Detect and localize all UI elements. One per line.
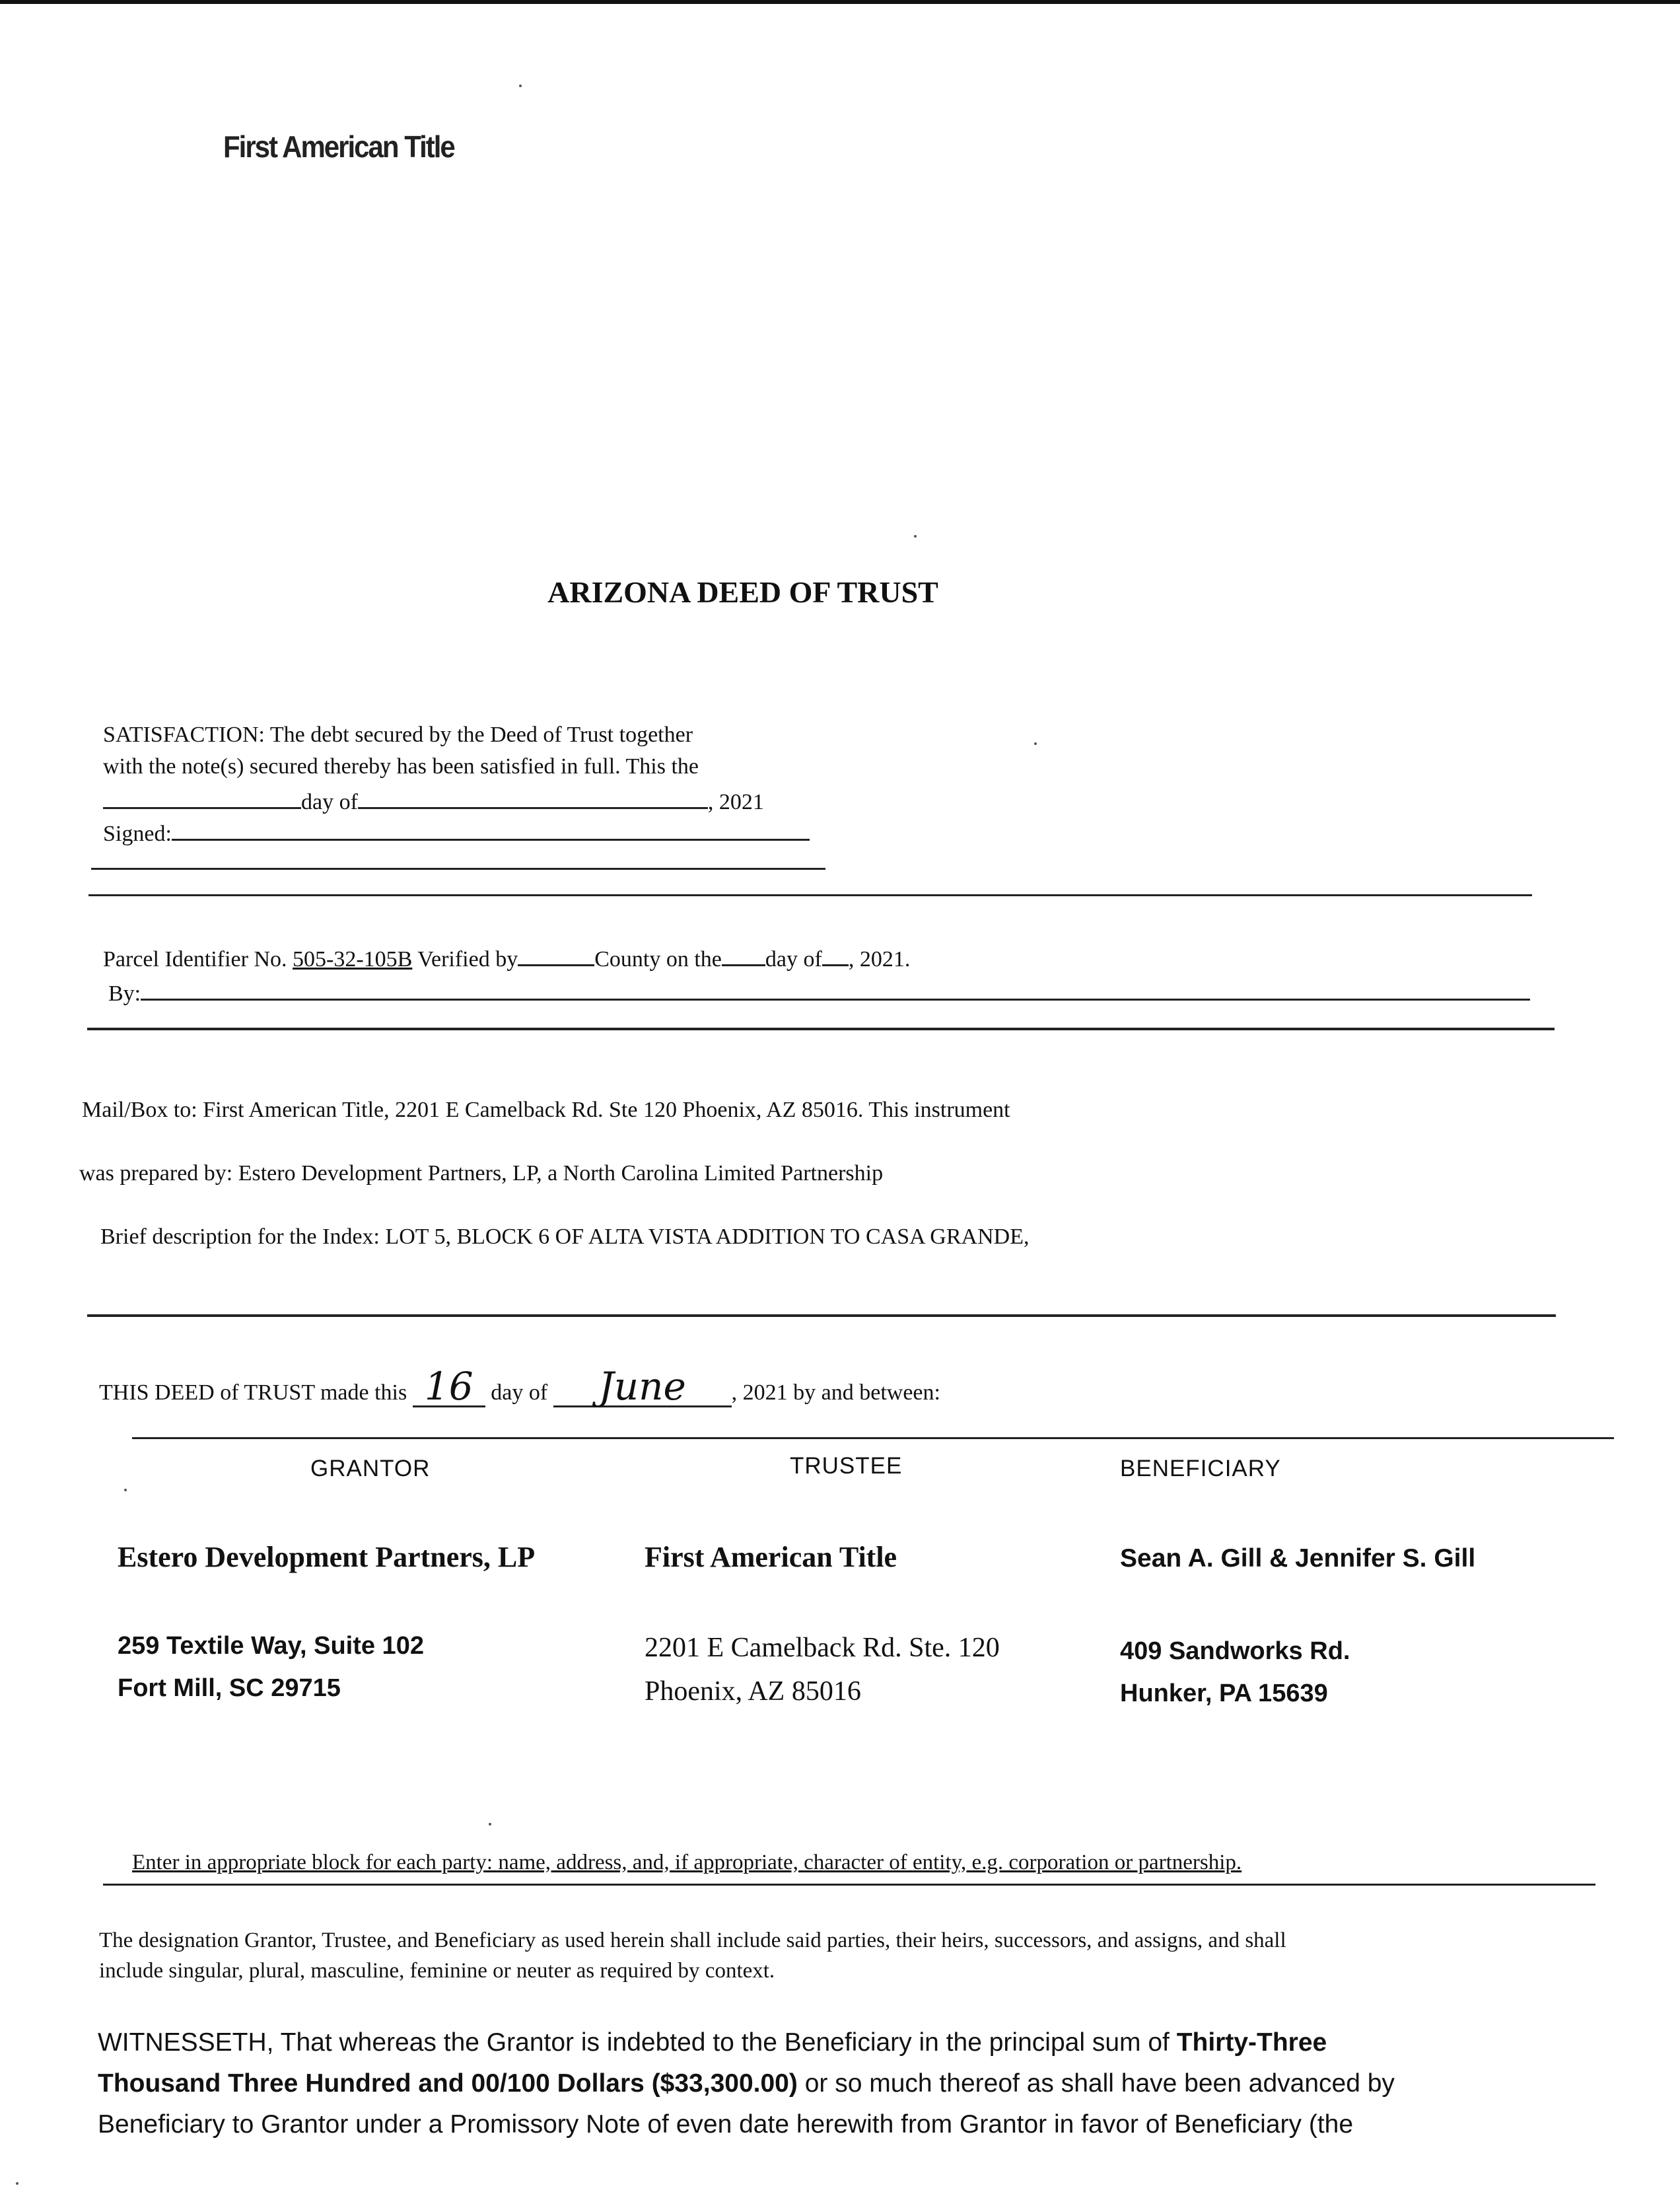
satisfaction-signed-line [103, 819, 810, 845]
scan-speck [124, 1489, 127, 1491]
party-entry-instruction: Enter in appropriate block for each party: name, address, and, if appropriate, character of entity, e.g. corporation or partnership. [132, 1851, 1242, 1874]
instruction-rule [103, 1884, 1595, 1886]
page-top-border [0, 0, 1680, 4]
beneficiary-address-line-1: 409 Sandworks Rd. [1120, 1637, 1350, 1665]
by-blank[interactable] [141, 979, 1530, 1001]
principal-amount-words-1: Thirty-Three [1176, 2028, 1327, 2057]
satisfaction-month-blank[interactable] [358, 787, 708, 809]
parcel-day-of-label: day of [765, 947, 822, 972]
scan-speck [16, 2182, 18, 2185]
satisfaction-year: , 2021 [707, 790, 764, 814]
beneficiary-heading: BENEFICIARY [1120, 1456, 1281, 1481]
deed-day-handwritten: 16 [413, 1367, 485, 1407]
county-on-the-label: County on the [594, 947, 722, 972]
designation-line-2: include singular, plural, masculine, feminine or neuter as required by context. [99, 1959, 775, 1983]
satisfaction-date-line [103, 787, 764, 814]
first-american-title-logo: First American Title [223, 129, 454, 164]
parcel-line [103, 944, 910, 971]
deed-made-label: THIS DEED of TRUST made this [99, 1380, 407, 1405]
satisfaction-day-of-label: day of [301, 790, 358, 814]
satisfaction-line-2: with the note(s) secured thereby has been satisfied in full. This the [103, 754, 699, 779]
prepared-by-line: was prepared by: Estero Development Partners, LP, a North Carolina Limited Partnership [79, 1161, 884, 1186]
witnesseth-intro: WITNESSETH, That whereas the Grantor is indebted to the Beneficiary in the principal sum of [98, 2028, 1177, 2057]
description-rule [87, 1314, 1556, 1317]
satisfaction-day-blank[interactable] [103, 787, 301, 809]
trustee-name: First American Title [645, 1541, 897, 1573]
parcel-year: , 2021. [848, 947, 911, 972]
parcel-month-blank[interactable] [822, 944, 849, 966]
satisfaction-rule-1 [91, 868, 825, 870]
verified-by-blank[interactable] [518, 944, 594, 966]
grantor-heading: GRANTOR [310, 1456, 431, 1481]
satisfaction-line-1: SATISFACTION: The debt secured by the Deed of Trust together [103, 723, 693, 747]
parties-top-rule [132, 1437, 1614, 1439]
mail-to-line: Mail/Box to: First American Title, 2201 E Camelback Rd. Ste 120 Phoenix, AZ 85016. This instrument [82, 1098, 1010, 1122]
parcel-label: Parcel Identifier No. [103, 947, 287, 972]
scan-speck [519, 85, 522, 87]
beneficiary-address [1120, 1630, 1350, 1715]
trustee-address-line-2: Phoenix, AZ 85016 [645, 1676, 861, 1707]
witnesseth-continuation: or so much thereof as shall have been advanced by [797, 2069, 1395, 2098]
satisfaction-rule-2 [88, 894, 1532, 896]
trustee-address [645, 1626, 1000, 1713]
deed-suffix: , 2021 by and between: [731, 1380, 940, 1405]
brief-description-line: Brief description for the Index: LOT 5, BLOCK 6 OF ALTA VISTA ADDITION TO CASA GRANDE, [100, 1224, 1030, 1249]
grantor-address-line-1: 259 Textile Way, Suite 102 [118, 1632, 424, 1660]
signed-label: Signed: [103, 822, 172, 846]
trustee-address-line-1: 2201 E Camelback Rd. Ste. 120 [645, 1633, 1000, 1663]
county-day-blank[interactable] [722, 944, 765, 966]
verified-by-label: Verified by [417, 947, 518, 972]
scan-speck [914, 535, 917, 538]
deed-made-line [99, 1364, 940, 1409]
beneficiary-name: Sean A. Gill & Jennifer S. Gill [1120, 1544, 1476, 1573]
beneficiary-address-line-2: Hunker, PA 15639 [1120, 1680, 1328, 1707]
deed-month-handwritten: June [553, 1367, 732, 1407]
scan-speck [1034, 742, 1037, 745]
designation-line-1: The designation Grantor, Trustee, and Beneficiary as used herein shall include said parties, their heirs, successors, and assigns, and shall [99, 1929, 1286, 1952]
deed-day-of-label: day of [491, 1380, 548, 1405]
grantor-address [118, 1625, 424, 1709]
grantor-name: Estero Development Partners, LP [118, 1541, 536, 1573]
document-title: ARIZONA DEED OF TRUST [547, 575, 938, 609]
parcel-rule [87, 1028, 1555, 1030]
by-label: By: [108, 981, 141, 1006]
parcel-by-line [108, 979, 1530, 1005]
scan-speck [489, 1823, 491, 1826]
principal-amount-words-2: Thousand Three Hundred and 00/100 Dollars ($33,300.00) [98, 2069, 798, 2098]
witnesseth-line-3: Beneficiary to Grantor under a Promissory Note of even date herewith from Grantor in favor of Beneficiary (the [98, 2110, 1354, 2139]
grantor-address-line-2: Fort Mill, SC 29715 [118, 1674, 341, 1702]
witnesseth-paragraph [98, 2022, 1504, 2145]
trustee-heading: TRUSTEE [790, 1453, 903, 1479]
parcel-number: 505-32-105B [293, 947, 413, 972]
signed-blank[interactable] [172, 819, 810, 841]
